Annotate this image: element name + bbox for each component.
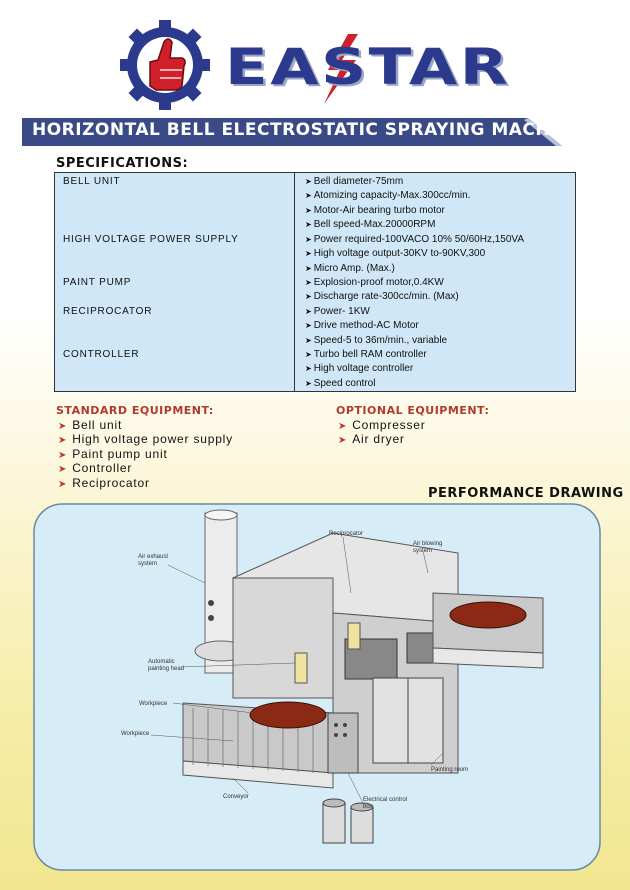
workpiece (450, 602, 526, 628)
spec-value: ➤ Discharge rate-300cc/min. (Max) (305, 291, 459, 302)
spec-value: ➤ Turbo bell RAM controller (305, 349, 427, 360)
spec-value: ➤ Motor-Air bearing turbo motor (305, 205, 445, 216)
optional-equipment-heading: OPTIONAL EQUIPMENT: (336, 404, 490, 417)
label-air-exhaust-2: system (138, 561, 158, 567)
spec-value: ➤ Speed control (305, 378, 375, 389)
list-item: ➤ Bell unit (58, 418, 122, 432)
spec-value: ➤ Bell speed-Max.20000RPM (305, 219, 435, 230)
spec-value: ➤ Micro Amp. (Max.) (305, 263, 395, 274)
list-item: ➤ Controller (58, 461, 132, 475)
conveyor-left (183, 702, 333, 788)
list-item: ➤ Compresser (338, 418, 426, 432)
performance-drawing-heading: PERFORMANCE DRAWING (428, 486, 624, 501)
conveyor-right (433, 593, 543, 668)
performance-drawing (33, 503, 601, 871)
page-title: HORIZONTAL BELL ELECTROSTATIC SPRAYING MACHINE (32, 120, 584, 140)
spec-value: ➤ Speed-5 to 36m/min., variable (305, 335, 447, 346)
list-item: ➤ Air dryer (338, 432, 405, 446)
specifications-table (54, 172, 576, 392)
spec-value: ➤ Drive method-AC Motor (305, 320, 419, 331)
spec-label-reciprocator: RECIPROCATOR (63, 306, 153, 317)
table-divider (294, 173, 295, 391)
workpiece (250, 702, 326, 728)
list-item: ➤ Paint pump unit (58, 447, 168, 461)
label-air-exhaust: Air exhaust (138, 554, 169, 560)
label-automatic-head: Automatic (148, 659, 175, 665)
spec-label-high-voltage: HIGH VOLTAGE POWER SUPPLY (63, 234, 239, 245)
spec-value: ➤ Explosion-proof motor,0.4KW (305, 277, 444, 288)
label-air-blowing-2: system (413, 548, 433, 554)
brand-wordmark: EASTAR (225, 38, 511, 96)
label-air-blowing: Air blowing (413, 541, 443, 547)
label-control-box-2: box (363, 804, 373, 810)
standard-equipment-heading: STANDARD EQUIPMENT: (56, 404, 214, 417)
spec-value: ➤ High voltage output-30KV to-90KV,300 (305, 248, 485, 259)
list-item: ➤ Reciprocator (58, 476, 150, 490)
label-painting-room: Painting room (431, 767, 469, 773)
list-item: ➤ High voltage power supply (58, 432, 233, 446)
label-workpiece-1: Workpiece (139, 701, 168, 707)
label-workpiece-2: Workpiece (121, 731, 150, 737)
label-automatic-head-2: painting head (148, 666, 185, 672)
label-conveyor: Conveyor (223, 794, 249, 800)
spec-value: ➤ Bell diameter-75mm (305, 176, 403, 187)
spec-label-bell-unit: BELL UNIT (63, 176, 121, 187)
spec-value: ➤ Power required-100VACO 10% 50/60Hz,150VA (305, 234, 524, 245)
spec-value: ➤ Atomizing capacity-Max.300cc/min. (305, 190, 470, 201)
spec-value: ➤ Power- 1KW (305, 306, 370, 317)
specifications-heading: SPECIFICATIONS: (56, 156, 189, 171)
spec-label-controller: CONTROLLER (63, 349, 140, 360)
label-reciprocator: Reciprocator (329, 531, 364, 537)
spec-label-paint-pump: PAINT PUMP (63, 277, 132, 288)
spec-value: ➤ High voltage controller (305, 363, 413, 374)
label-control-box: Electrical control (363, 797, 408, 803)
